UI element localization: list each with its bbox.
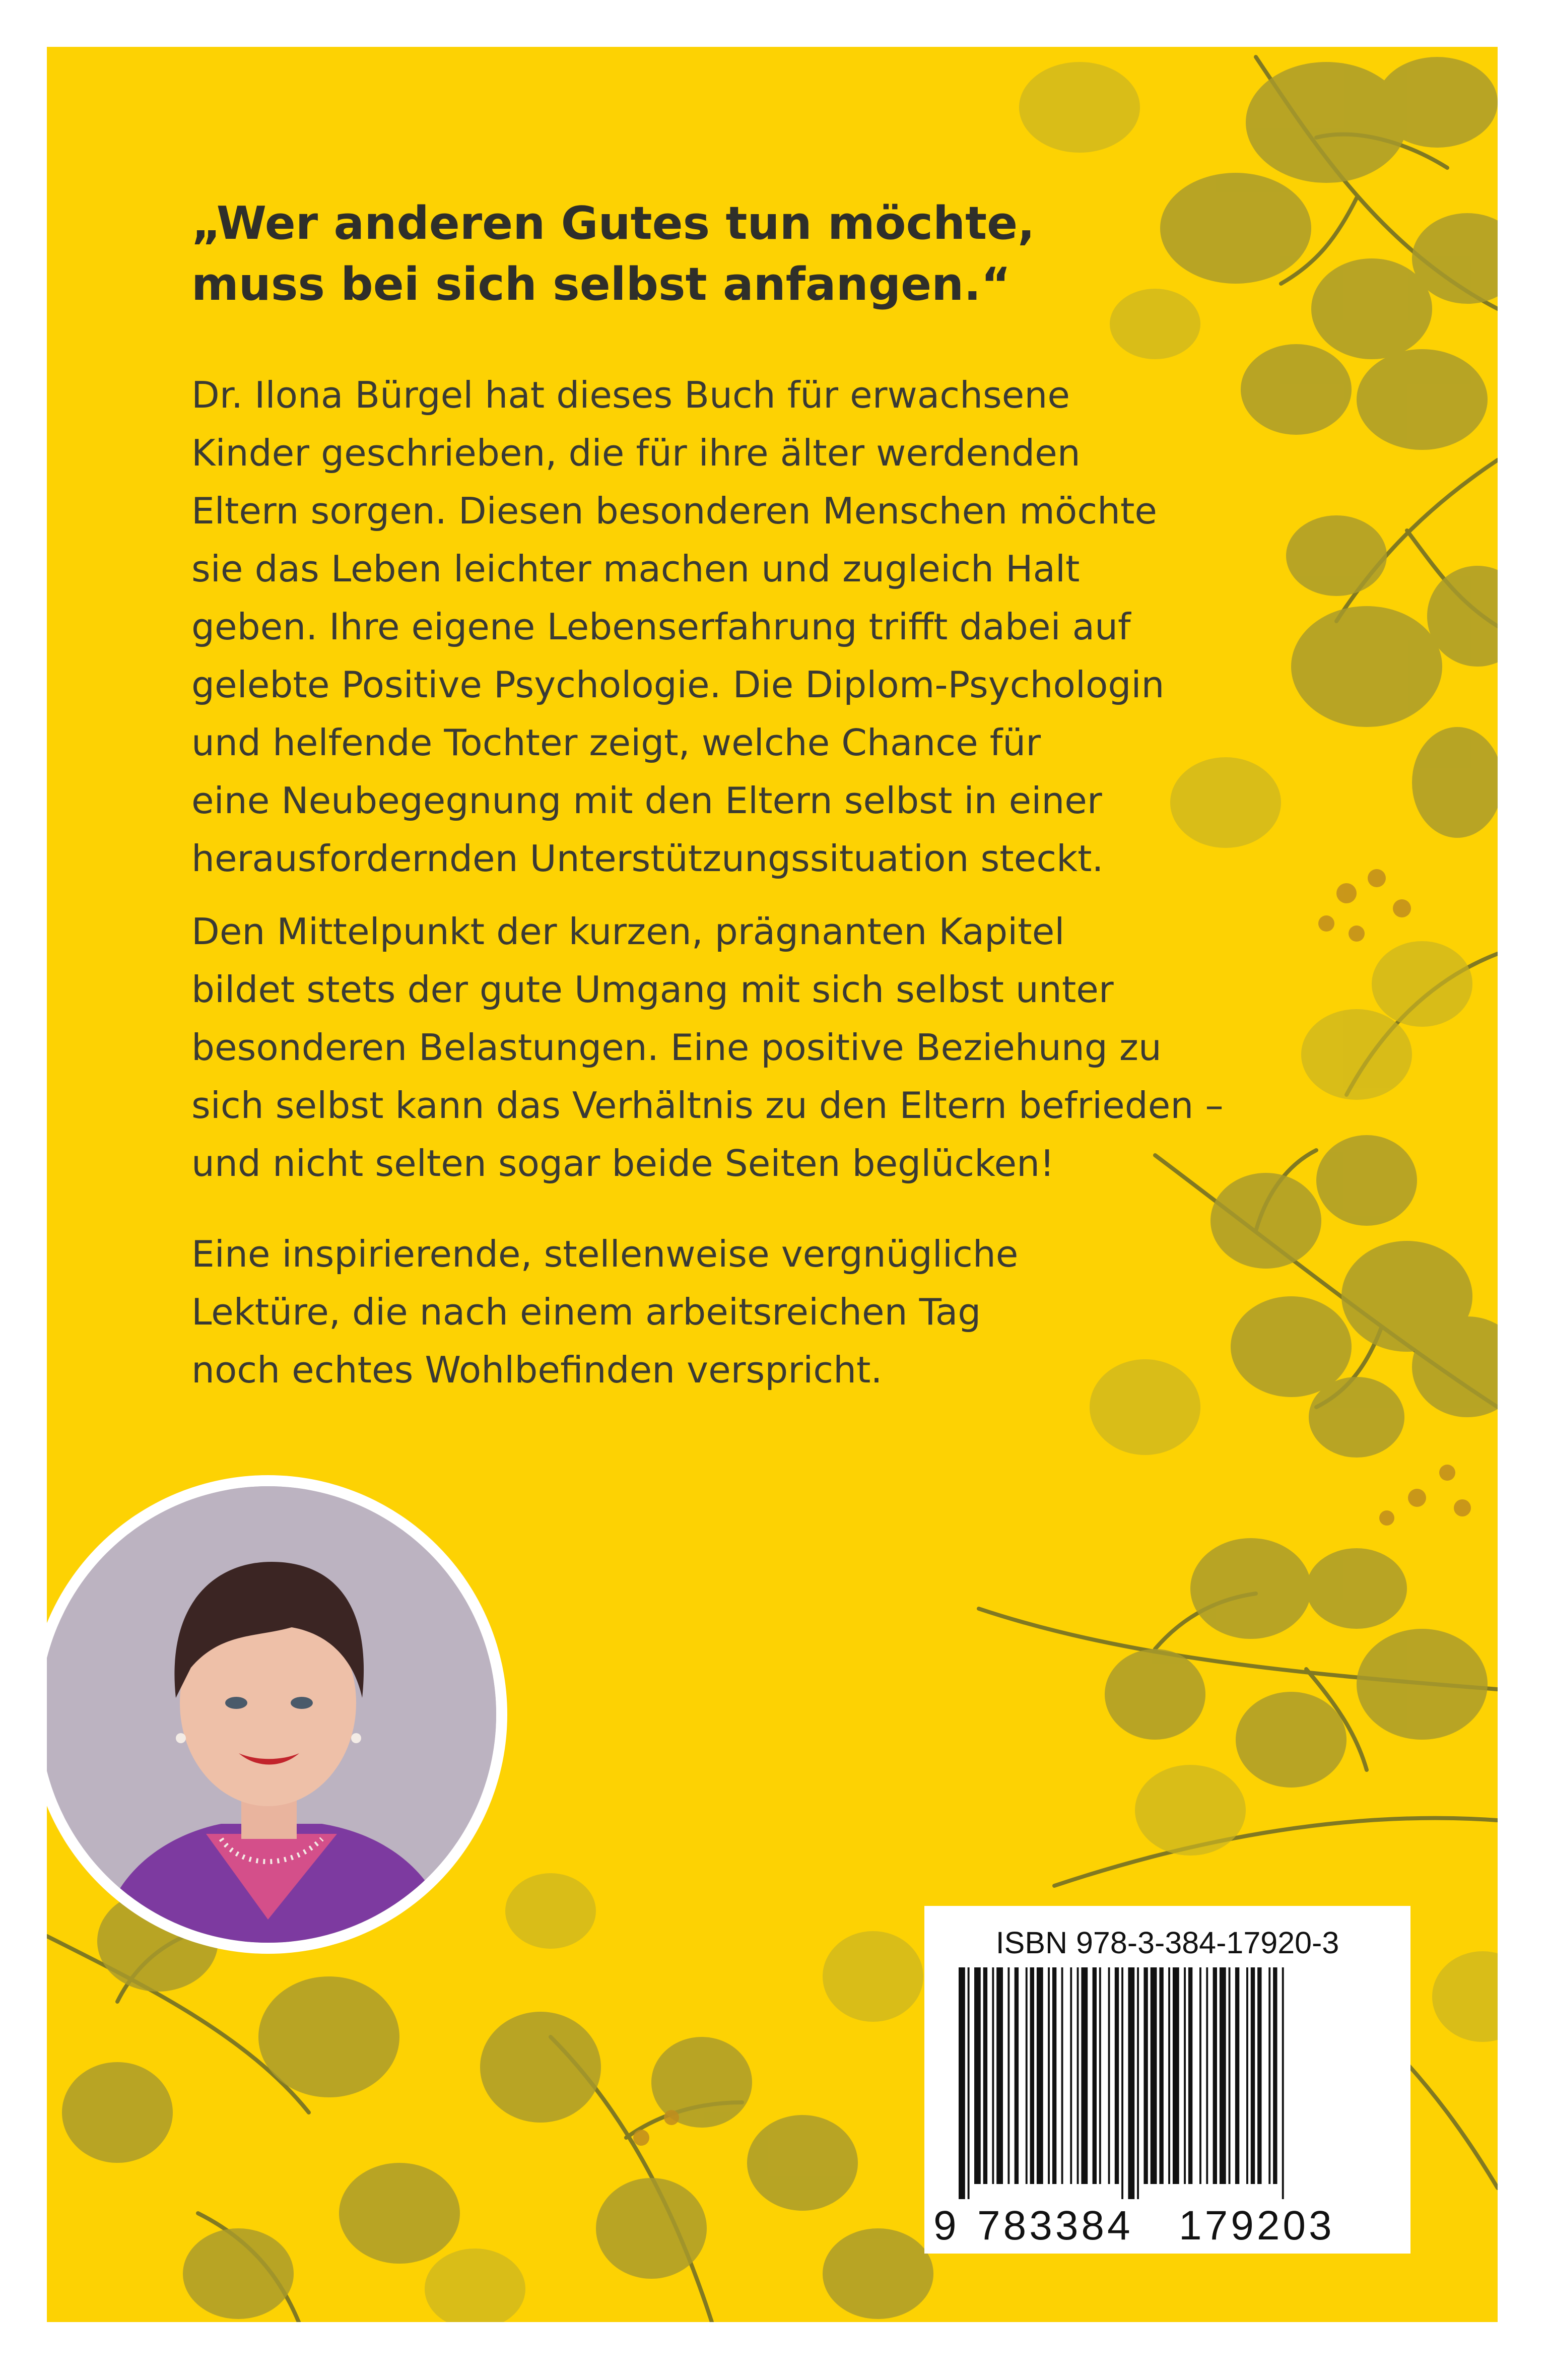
blurb-paragraph-3 — [191, 1226, 1239, 1400]
paragraph-line: eine Neubegegnung mit den Eltern selbst in einer — [191, 780, 1102, 822]
portrait-illustration — [47, 1486, 496, 1943]
quote-line: „Wer anderen Gutes tun möchte, — [191, 197, 1035, 250]
paragraph-line: und nicht selten sogar beide Seiten beglücken! — [191, 1143, 1055, 1185]
isbn-label: ISBN 978-3-384-17920-3 — [995, 1926, 1339, 1960]
paragraph-line: sich selbst kann das Verhältnis zu den Eltern befrieden – — [191, 1085, 1224, 1127]
paragraph-line: und helfende Tochter zeigt, welche Chance für — [191, 722, 1041, 764]
paragraph-line: Eine inspirierende, stellenweise vergnügliche — [191, 1233, 1019, 1276]
paragraph-line: Dr. Ilona Bürgel hat dieses Buch für erwachsene — [191, 374, 1070, 417]
paragraph-line: gelebte Positive Psychologie. Die Diplom-Psychologin — [191, 664, 1165, 706]
paragraph-line: Den Mittelpunkt der kurzen, prägnanten Kapitel — [191, 911, 1065, 953]
paragraph-line: Eltern sorgen. Diesen besonderen Menschen möchte — [191, 490, 1158, 533]
quote-line: muss bei sich selbst anfangen.“ — [191, 258, 1011, 311]
paragraph-line: noch echtes Wohlbefinden verspricht. — [191, 1349, 883, 1392]
cover-quote — [191, 193, 1239, 315]
author-portrait — [47, 1486, 496, 1943]
barcode-digits-right: 179203 — [1179, 2203, 1335, 2249]
barcode-digit-prefix: 9 — [933, 2203, 957, 2249]
paragraph-line: geben. Ihre eigene Lebenserfahrung trifft dabei auf — [191, 606, 1131, 648]
blurb-paragraph-1 — [191, 367, 1239, 888]
barcode-digits — [924, 1906, 1410, 2254]
paragraph-line: sie das Leben leichter machen und zugleich Halt — [191, 548, 1080, 590]
author-photo — [47, 1475, 507, 1954]
paragraph-line: bildet stets der gute Umgang mit sich selbst unter — [191, 969, 1114, 1011]
barcode-digits-left: 783384 — [977, 2203, 1133, 2249]
paragraph-line: besonderen Belastungen. Eine positive Beziehung zu — [191, 1027, 1162, 1069]
isbn-barcode-box — [924, 1906, 1410, 2254]
back-cover — [47, 47, 1498, 2322]
paragraph-line: herausfordernden Unterstützungssituation steckt. — [191, 838, 1104, 880]
paragraph-line: Lektüre, die nach einem arbeitsreichen Tag — [191, 1291, 981, 1334]
paragraph-line: Kinder geschrieben, die für ihre älter werdenden — [191, 432, 1081, 475]
blurb-paragraph-2 — [191, 903, 1239, 1193]
